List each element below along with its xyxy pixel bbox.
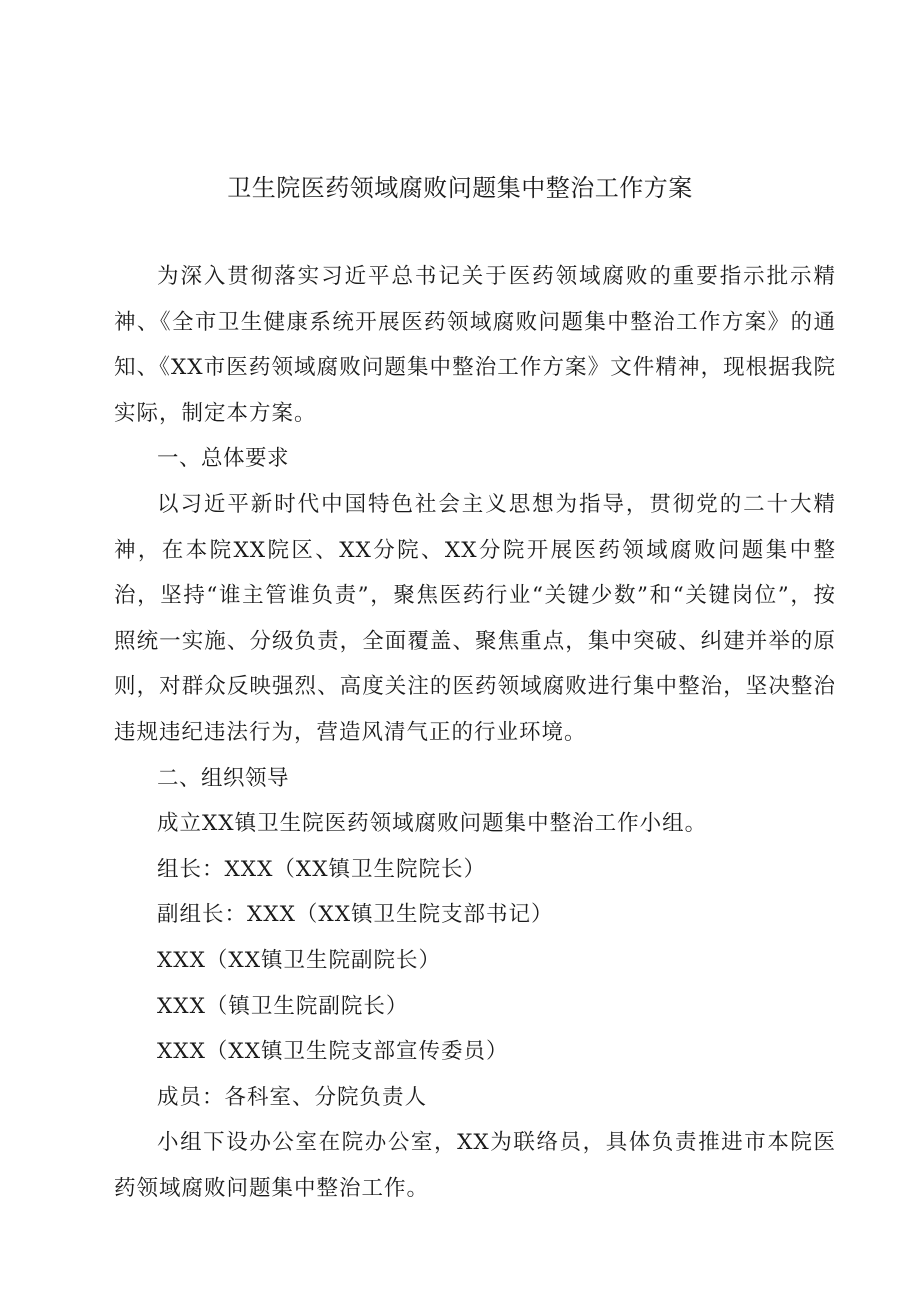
document-body <box>114 254 836 1211</box>
organization-line-deputy-3: XXX（XX镇卫生院支部宣传委员） <box>157 1039 509 1065</box>
document-title: 卫生院医药领域腐败问题集中整治工作方案 <box>227 174 693 202</box>
section-heading-general-requirements: 一、总体要求 <box>157 446 290 472</box>
organization-line-leader: 组长：XXX（XX镇卫生院院长） <box>157 856 487 882</box>
organization-line-deputy-2: XXX（镇卫生院副院长） <box>157 993 409 1019</box>
organization-line-office: 小组下设办公室在院办公室，XX为联络员，具体负责推进市本院医药领域腐败问题集中整治工作。 <box>114 1130 836 1201</box>
organization-line-establish: 成立XX镇卫生院医药领域腐败问题集中整治工作小组。 <box>157 811 708 837</box>
intro-paragraph: 为深入贯彻落实习近平总书记关于医药领域腐败的重要指示批示精神、《全市卫生健康系统开展医药领域腐败问题集中整治工作方案》的通知、《XX市医药领域腐败问题集中整治工作方案》文件精神，现根据我院实际，制定本方案。 <box>114 264 836 426</box>
organization-line-deputy-1: XXX（XX镇卫生院副院长） <box>157 947 442 973</box>
general-requirements-paragraph: 以习近平新时代中国特色社会主义思想为指导，贯彻党的二十大精神，在本院XX院区、XX分院、XX分院开展医药领域腐败问题集中整治，坚持“谁主管谁负责”，聚焦医药行业“关键少数”和“关键岗位”，按照统一实施、分级负责，全面覆盖、聚焦重点，集中突破、纠建并举的原则，对群众反映强烈、高度关注的医药领域腐败进行集中整治，坚决整治违规违纪违法行为，营造风清气正的行业环境。 <box>114 491 836 745</box>
organization-line-deputy-leader: 副组长：XXX（XX镇卫生院支部书记） <box>157 902 554 928</box>
organization-line-members: 成员：各科室、分院负责人 <box>157 1084 428 1110</box>
section-heading-organization: 二、组织领导 <box>157 765 290 791</box>
